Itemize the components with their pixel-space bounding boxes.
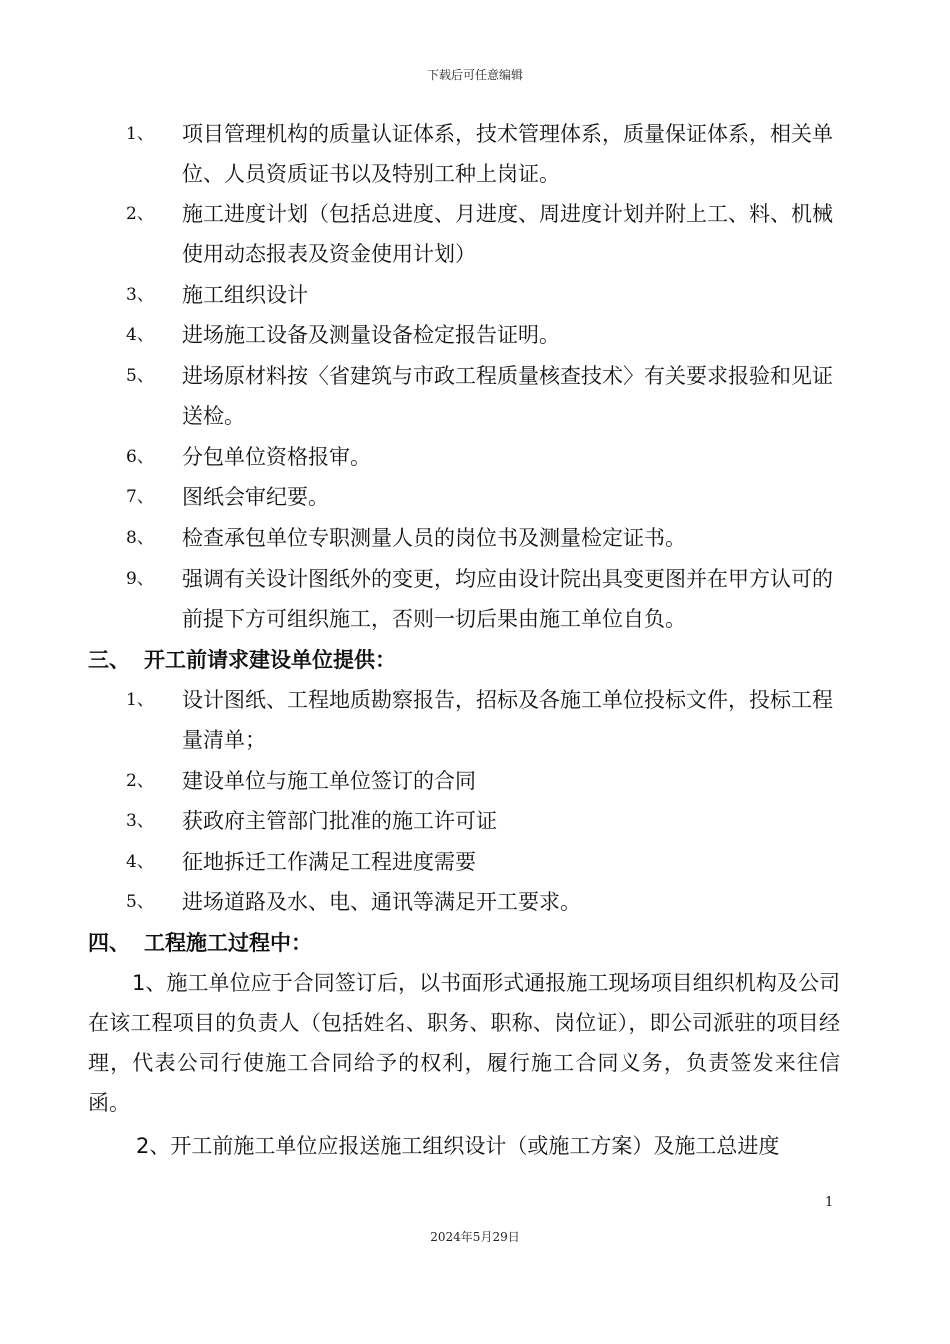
list-item bbox=[126, 315, 836, 355]
section-title: 开工前请求建设单位提供： bbox=[144, 648, 396, 672]
list-number: 4、 bbox=[126, 852, 154, 872]
list-number: 5、 bbox=[126, 892, 154, 912]
list-item bbox=[126, 114, 836, 194]
list-item bbox=[126, 437, 836, 477]
list-item bbox=[126, 842, 836, 882]
section-title: 工程施工过程中： bbox=[144, 931, 312, 955]
list-text: 分包单位资格报审。 bbox=[182, 445, 371, 469]
list-text: 强调有关设计图纸外的变更，均应由设计院出具变更图并在甲方认可的前提下方可组织施工，否则一切后果由施工单位自负。 bbox=[182, 567, 833, 631]
list-number: 3、 bbox=[126, 285, 154, 305]
list-item bbox=[126, 761, 836, 801]
body-paragraph: 1、施工单位应于合同签订后，以书面形式通报施工现场项目组织机构及公司在该工程项目的负责人（包括姓名、职务、职称、岗位证），即公司派驻的项目经理，代表公司行使施工合同给予的权利，履行施工合同义务，负责签发来往信函。 bbox=[88, 971, 840, 1115]
list-number: 9、 bbox=[126, 569, 154, 589]
list-text: 进场道路及水、电、通讯等满足开工要求。 bbox=[182, 890, 581, 914]
section-heading bbox=[88, 640, 396, 680]
page-footer-date: 2024年5月29日 bbox=[430, 1230, 520, 1244]
list-item bbox=[126, 801, 836, 841]
section-number: 四、 bbox=[88, 931, 130, 955]
list-item bbox=[126, 559, 836, 639]
list-number: 5、 bbox=[126, 366, 154, 386]
list-text: 建设单位与施工单位签订的合同 bbox=[182, 769, 476, 793]
list-number: 1、 bbox=[126, 124, 154, 144]
list-number: 2、 bbox=[126, 204, 154, 224]
list-number: 7、 bbox=[126, 487, 154, 507]
list-text: 检查承包单位专职测量人员的岗位书及测量检定证书。 bbox=[182, 526, 686, 550]
list-text: 施工组织设计 bbox=[182, 283, 308, 307]
list-text: 获政府主管部门批准的施工许可证 bbox=[182, 809, 497, 833]
list-text: 征地拆迁工作满足工程进度需要 bbox=[182, 850, 476, 874]
list-number: 2、 bbox=[126, 771, 154, 791]
list-text: 进场施工设备及测量设备检定报告证明。 bbox=[182, 323, 560, 347]
list-number: 4、 bbox=[126, 325, 154, 345]
list-number: 6、 bbox=[126, 447, 154, 467]
page-number: 1 bbox=[825, 1195, 834, 1210]
section-heading bbox=[88, 923, 312, 963]
list-text: 项目管理机构的质量认证体系，技术管理体系，质量保证体系，相关单位、人员资质证书以及特别工种上岗证。 bbox=[182, 122, 833, 186]
body-paragraph: 2、开工前施工单位应报送施工组织设计（或施工方案）及施工总进度 bbox=[136, 1134, 780, 1158]
list-number: 8、 bbox=[126, 528, 154, 548]
list-text: 施工进度计划（包括总进度、月进度、周进度计划并附上工、料、机械使用动态报表及资金使用计划） bbox=[182, 202, 833, 266]
page-header: 下载后可任意编辑 bbox=[426, 68, 523, 82]
list-item bbox=[126, 680, 836, 760]
list-item bbox=[126, 518, 836, 558]
list-text: 设计图纸、工程地质勘察报告，招标及各施工单位投标文件，投标工程量清单； bbox=[182, 688, 833, 752]
list-item bbox=[126, 356, 836, 436]
list-text: 图纸会审纪要。 bbox=[182, 485, 329, 509]
list-number: 3、 bbox=[126, 811, 154, 831]
list-item bbox=[126, 477, 836, 517]
list-item bbox=[126, 194, 836, 274]
list-text: 进场原材料按〈省建筑与市政工程质量核查技术〉有关要求报验和见证送检。 bbox=[182, 364, 833, 428]
list-number: 1、 bbox=[126, 690, 154, 710]
list-item bbox=[126, 275, 836, 315]
section-number: 三、 bbox=[88, 648, 130, 672]
list-item bbox=[126, 882, 836, 922]
